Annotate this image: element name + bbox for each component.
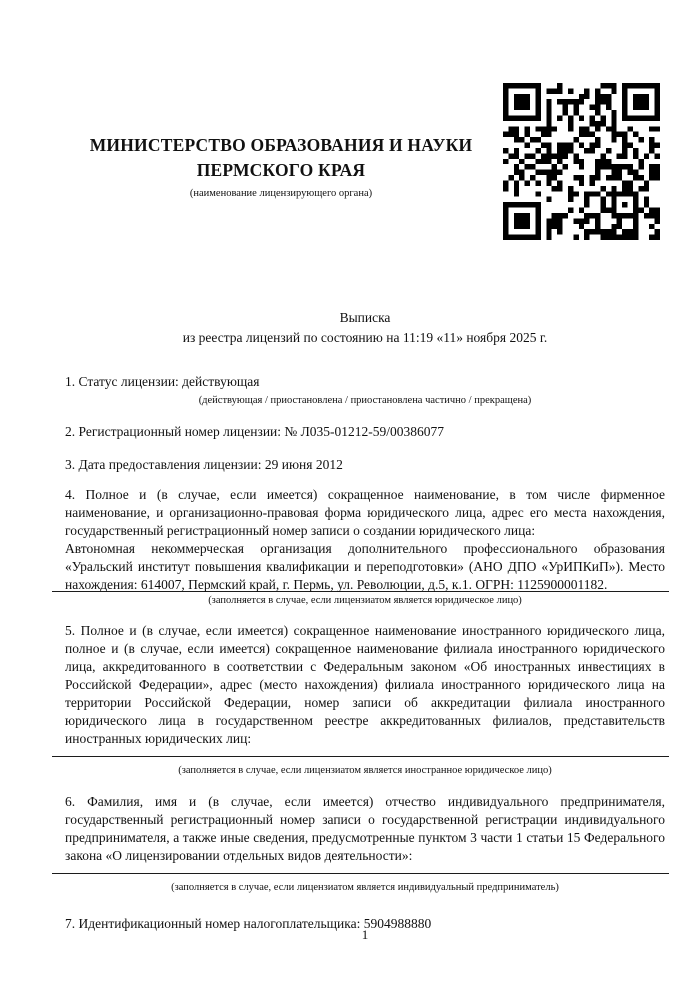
- issuing-authority-header: [65, 133, 497, 200]
- authority-name-line2: ПЕРМСКОГО КРАЯ: [196, 160, 366, 180]
- item-5-fill-caption: (заполняется в случае, если лицензиатом является иностранное юридическое лицо): [178, 765, 552, 776]
- item-5-fill-line: [52, 756, 669, 757]
- item-7-text: 7. Идентификационный номер налогоплательщика: 5904988880: [65, 916, 432, 931]
- item-6-blank-value: [65, 865, 665, 873]
- item-1-options-caption: (действующая / приостановлена / приостановлена частично / прекращена): [198, 395, 532, 406]
- item-5-foreign-entity: [65, 622, 665, 777]
- item-3-text: 3. Дата предоставления лицензии: 29 июня 2012: [65, 457, 343, 472]
- document-content: [65, 0, 665, 933]
- item-6-text: 6. Фамилия, имя и (в случае, если имеется) отчество индивидуального предпринимателя, государственный регистрационный номер записи о государственной регистрации индивидуального предпринимателя, а также иные сведения, предусмотренные пунктом 3 части 1 статьи 15 Федерального закона «О лицензировании отдельных видов деятельности»:: [65, 794, 665, 863]
- item-4-text: 4. Полное и (в случае, если имеется) сокращенное наименование, в том числе фирменное наименование, и организационно-правовая форма юридического лица, адрес его места нахождения, государственный регистрационный номер записи о создании юридического лица:: [65, 487, 665, 538]
- document-title-line1: Выписка: [339, 310, 391, 325]
- document-title-line2: из реестра лицензий по состоянию на 11:19 «11» ноября 2025 г.: [182, 329, 548, 345]
- item-5-blank-value: [65, 748, 665, 756]
- item-1-license-status: [65, 373, 665, 407]
- item-3-license-date: [65, 456, 665, 474]
- item-6-fill-line: [52, 873, 669, 874]
- item-4-value: Автономная некоммерческая организация дополнительного профессионального образования «Уральский институт повышения квалификации и переподготовки» (АНО ДПО «УрИПКиП»). Место нахождения: 614007, Пермский край, г. Пермь, ул. Революции, д.5, к.1. ОГРН: 1125900001182.: [65, 541, 665, 592]
- authority-name-line1: МИНИСТЕРСТВО ОБРАЗОВАНИЯ И НАУКИ: [89, 135, 473, 155]
- item-4-legal-entity: [65, 486, 665, 607]
- page-number: 1: [361, 927, 369, 942]
- item-6-individual-entrepreneur: [65, 793, 665, 894]
- item-4-fill-caption: (заполняется в случае, если лицензиатом является юридическое лицо): [208, 595, 522, 606]
- document-title: [65, 308, 665, 347]
- item-6-fill-caption: (заполняется в случае, если лицензиатом является индивидуальный предприниматель): [171, 882, 559, 893]
- item-2-text: 2. Регистрационный номер лицензии: № Л035-01212-59/00386077: [65, 424, 445, 439]
- item-5-text: 5. Полное и (в случае, если имеется) сокращенное наименование иностранного юридического лица, полное и (в случае, если имеется) сокращенное наименование филиала иностранного юридического лица, аккредитованного в соответствии с Федеральным законом «Об иностранных инвестициях в Российской Федерации», адрес (место нахождения) филиала иностранного юридического лица на территории Российской Федерации, номер записи об аккредитации филиала иностранного юридического лица в государственном реестре аккредитованных филиалов, представительств иностранных юридических лиц:: [65, 623, 665, 746]
- item-2-registration-number: [65, 423, 665, 441]
- authority-name-caption: (наименование лицензирующего органа): [189, 188, 373, 199]
- item-1-text: 1. Статус лицензии: действующая: [65, 374, 260, 389]
